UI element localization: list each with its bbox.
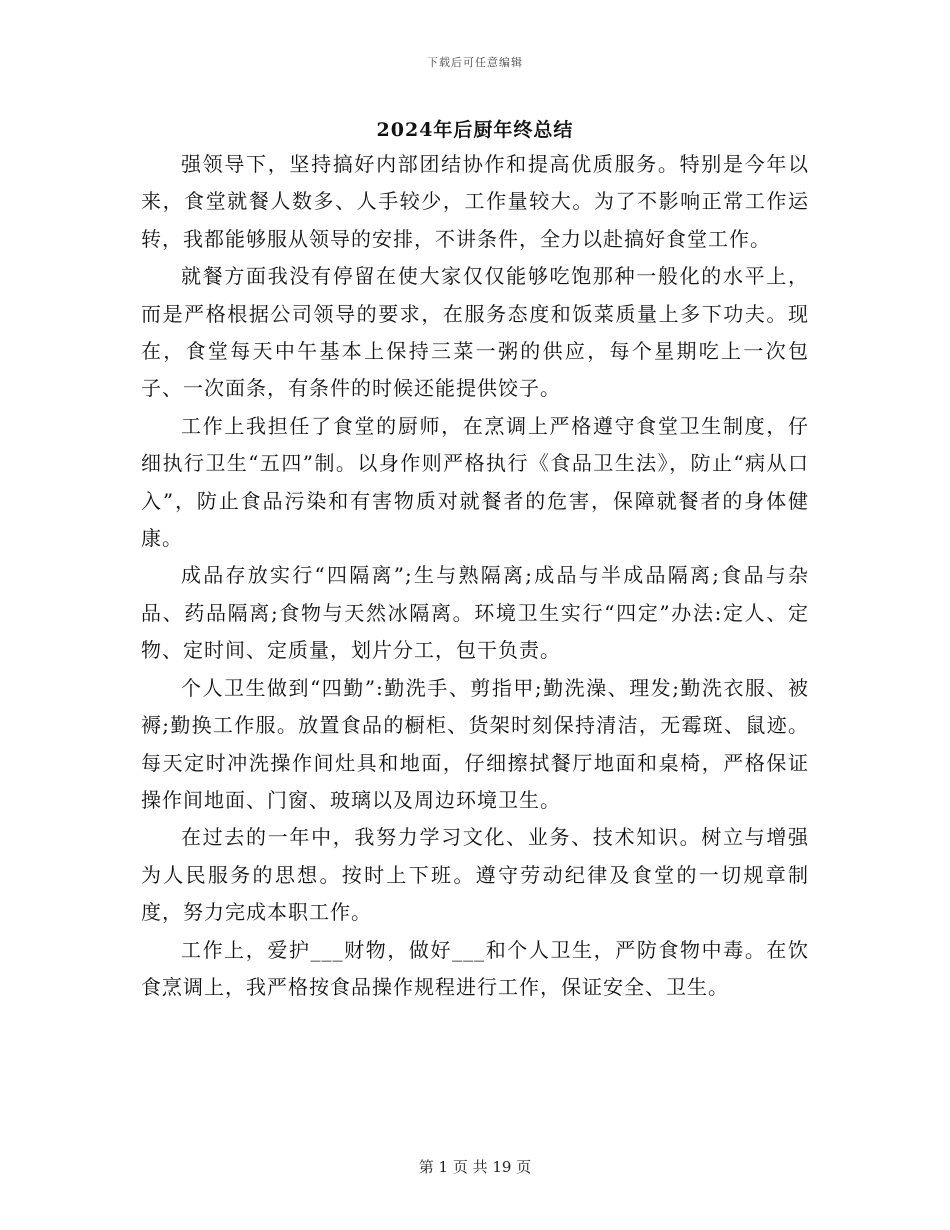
paragraph: 就餐方面我没有停留在使大家仅仅能够吃饱那种一般化的水平上，而是严格根据公司领导的要求，在服务态度和饭菜质量上多下功夫。现在，食堂每天中午基本上保持三菜一粥的供应，每个星期吃上一次包子、一次面条，有条件的时候还能提供饺子。 xyxy=(141,264,809,401)
paragraph: 强领导下，坚持搞好内部团结协作和提高优质服务。特别是今年以来，食堂就餐人数多、人手较少，工作量较大。为了不影响正常工作运转，我都能够服从领导的安排，不讲条件，全力以赴搞好食堂工作。 xyxy=(141,152,809,251)
document-title: 2024年后厨年终总结 xyxy=(376,119,574,141)
document-body xyxy=(141,146,809,1006)
paragraph: 成品存放实行“四隔离”;生与熟隔离;成品与半成品隔离;食品与杂品、药品隔离;食物与天然冰隔离。环境卫生实行“四定”办法:定人、定物、定时间、定质量，划片分工，包干负责。 xyxy=(141,563,809,663)
page-number: 第 1 页 共 19 页 xyxy=(418,1158,532,1176)
paragraph: 工作上我担任了食堂的厨师，在烹调上严格遵守食堂卫生制度，仔细执行卫生“五四”制。以身作则严格执行《食品卫生法》，防止“病从口入”，防止食品污染和有害物质对就餐者的危害，保障就餐者的身体健康。 xyxy=(141,413,809,551)
paragraph: 在过去的一年中，我努力学习文化、业务、技术知识。树立与增强为人民服务的思想。按时上下班。遵守劳动纪律及食堂的一切规章制度，努力完成本职工作。 xyxy=(141,825,809,925)
page-header-note: 下载后可任意编辑 xyxy=(427,56,523,69)
paragraph: 个人卫生做到“四勤”:勤洗手、剪指甲;勤洗澡、理发;勤洗衣服、被褥;勤换工作服。放置食品的橱柜、货架时刻保持清洁，无霉斑、鼠迹。每天定时冲洗操作间灶具和地面，仔细擦拭餐厅地面和桌椅，严格保证操作间地面、门窗、玻璃以及周边环境卫生。 xyxy=(141,675,809,812)
paragraph: 工作上，爱护___财物，做好___和个人卫生，严防食物中毒。在饮食烹调上，我严格按食品操作规程进行工作，保证安全、卫生。 xyxy=(141,937,809,999)
